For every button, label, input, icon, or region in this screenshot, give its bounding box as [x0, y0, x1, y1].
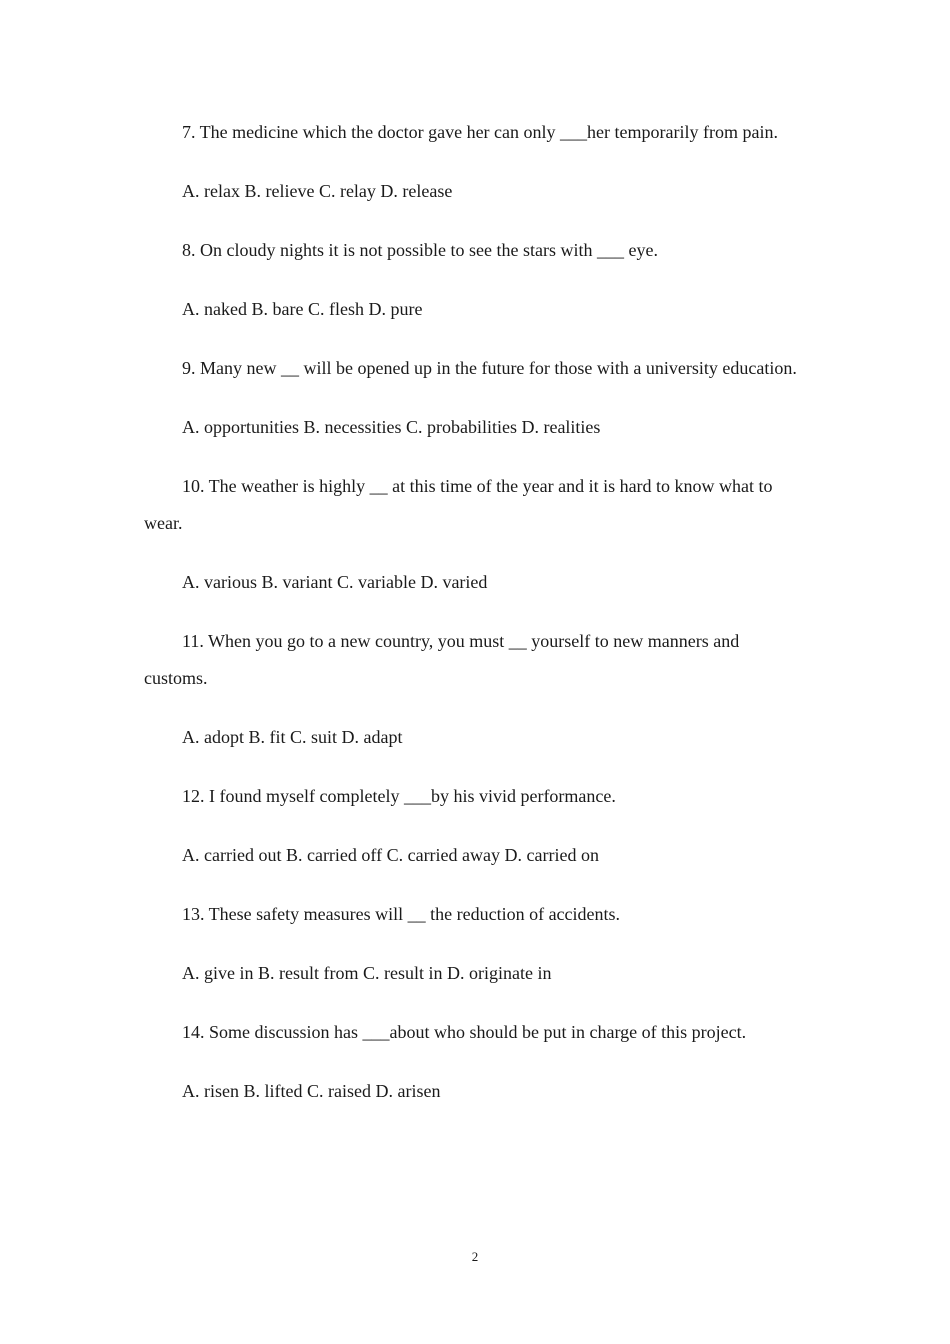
question-12: 12. I found myself completely ___by his vivid performance. — [182, 786, 616, 806]
question-10-options: A. various B. variant C. variable D. varied — [182, 572, 488, 592]
question-8-options: A. naked B. bare C. flesh D. pure — [182, 299, 423, 319]
question-9: 9. Many new __ will be opened up in the future for those with a university education. — [182, 358, 797, 378]
question-9-options: A. opportunities B. necessities C. probabilities D. realities — [182, 417, 601, 437]
question-7: 7. The medicine which the doctor gave her can only ___her temporarily from pain. — [182, 122, 778, 142]
document-body — [144, 114, 806, 1132]
question-13: 13. These safety measures will __ the reduction of accidents. — [182, 904, 621, 924]
question-13-options: A. give in B. result from C. result in D. originate in — [182, 963, 552, 983]
question-12-options: A. carried out B. carried off C. carried away D. carried on — [182, 845, 599, 865]
question-8: 8. On cloudy nights it is not possible to see the stars with ___ eye. — [182, 240, 658, 260]
question-10: 10. The weather is highly __ at this time of the year and it is hard to know what to wear. — [144, 476, 773, 533]
question-14: 14. Some discussion has ___about who should be put in charge of this project. — [182, 1022, 747, 1042]
question-11: 11. When you go to a new country, you must __ yourself to new manners and customs. — [144, 631, 740, 688]
question-14-options: A. risen B. lifted C. raised D. arisen — [182, 1081, 441, 1101]
question-11-options: A. adopt B. fit C. suit D. adapt — [182, 727, 403, 747]
page-number: 2 — [471, 1249, 479, 1264]
question-7-options: A. relax B. relieve C. relay D. release — [182, 181, 453, 201]
